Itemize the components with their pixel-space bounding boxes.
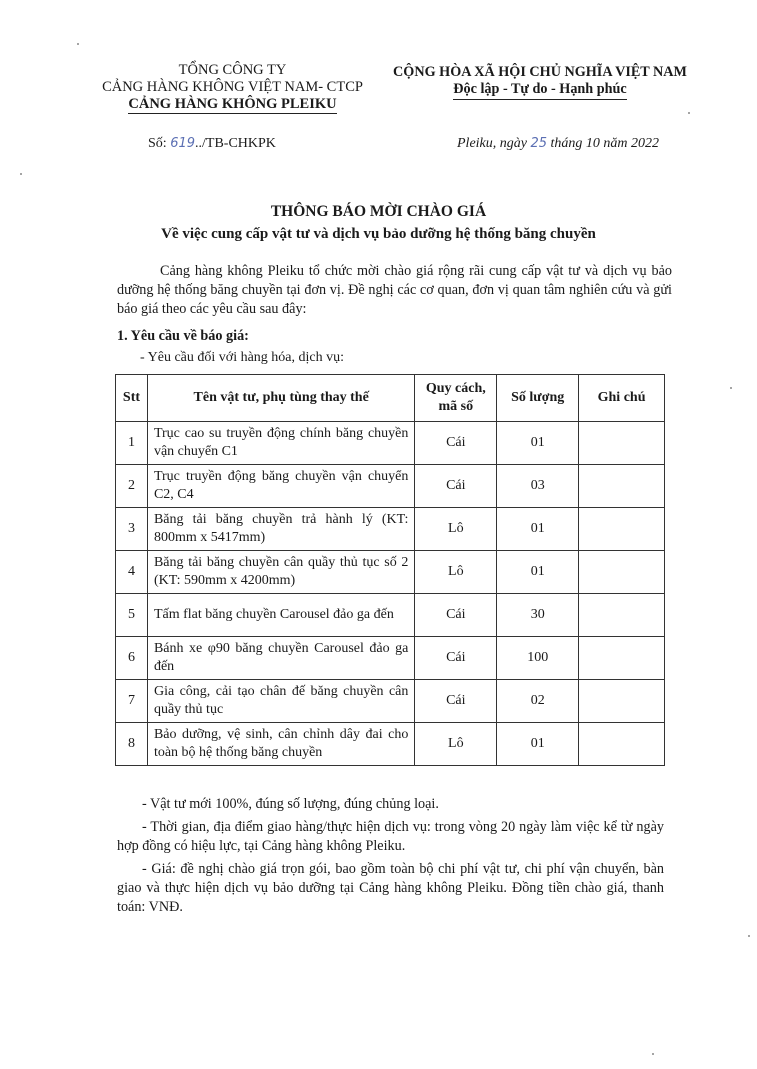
table-row	[116, 508, 665, 551]
cell-stt: 4	[116, 551, 148, 594]
cell-unit: Cái	[415, 637, 497, 680]
document-subtitle: Về việc cung cấp vật tư và dịch vụ bảo dưỡng hệ thống băng chuyền	[161, 226, 596, 242]
scan-speck	[748, 935, 750, 937]
items-table	[115, 374, 665, 766]
document-title: THÔNG BÁO MỜI CHÀO GIÁ	[270, 203, 487, 220]
cell-note	[579, 680, 665, 723]
cell-note	[579, 637, 665, 680]
issuer-name: CẢNG HÀNG KHÔNG PLEIKU	[128, 96, 337, 112]
document-number	[148, 136, 276, 152]
table-row	[116, 637, 665, 680]
header-name: Tên vật tư, phụ tùng thay thế	[147, 375, 414, 422]
national-motto: Độc lập - Tự do - Hạnh phúc	[453, 81, 626, 100]
cell-note	[579, 551, 665, 594]
cell-unit: Cái	[415, 465, 497, 508]
section-heading: 1. Yêu cầu về báo giá:	[117, 328, 249, 344]
cell-stt: 6	[116, 637, 148, 680]
doc-number-handwritten: 619	[170, 136, 196, 151]
cell-unit: Lô	[415, 551, 497, 594]
note-pricing: - Giá: đề nghị chào giá trọn gói, bao gồm toàn bộ chi phí vật tư, chi phí vận chuyển, bàn giao và thực hiện dịch vụ bảo dưỡng tại Cảng hàng không Pleiku. Đồng tiền chào giá, thanh toán: VNĐ.	[117, 861, 664, 915]
header-qty: Số lượng	[497, 375, 579, 422]
cell-qty: 01	[497, 551, 579, 594]
cell-unit: Cái	[415, 594, 497, 637]
cell-stt: 2	[116, 465, 148, 508]
cell-stt: 1	[116, 422, 148, 465]
cell-note	[579, 465, 665, 508]
cell-note	[579, 422, 665, 465]
cell-name: Băng tải băng chuyền cân quầy thủ tục số 2 (KT: 590mm x 4200mm)	[147, 551, 414, 594]
table-row	[116, 551, 665, 594]
note-new-materials: - Vật tư mới 100%, đúng số lượng, đúng chủng loại.	[142, 796, 439, 812]
scan-speck	[77, 43, 79, 45]
header-stt: Stt	[116, 375, 148, 422]
issuer-header	[80, 62, 385, 113]
cell-stt: 5	[116, 594, 148, 637]
header-spec: Quy cách, mã số	[415, 375, 497, 422]
cell-name: Gia công, cải tạo chân đế băng chuyền cân quầy thủ tục	[147, 680, 414, 723]
intro-paragraph: Cảng hàng không Pleiku tổ chức mời chào giá rộng rãi cung cấp vật tư và dịch vụ bảo dưỡng hệ thống băng chuyền tại đơn vị. Đề nghị các cơ quan, đơn vị quan tâm nghiên cứu và gửi báo giá theo các yêu cầu sau đây:	[117, 263, 672, 317]
requirement-label: - Yêu cầu đối với hàng hóa, dịch vụ:	[140, 350, 344, 365]
scan-speck	[20, 173, 22, 175]
cell-stt: 3	[116, 508, 148, 551]
date-day: 25	[530, 136, 548, 151]
table-row	[116, 465, 665, 508]
cell-qty: 01	[497, 508, 579, 551]
cell-qty: 100	[497, 637, 579, 680]
cell-name: Băng tải băng chuyền trả hành lý (KT: 800mm x 5417mm)	[147, 508, 414, 551]
date-line	[457, 136, 659, 152]
scan-speck	[688, 112, 690, 114]
cell-unit: Lô	[415, 723, 497, 766]
doc-number-suffix: ../TB-CHKPK	[195, 136, 276, 151]
header-note: Ghi chú	[579, 375, 665, 422]
table-row	[116, 680, 665, 723]
table-header-row	[116, 375, 665, 422]
cell-qty: 01	[497, 723, 579, 766]
issuer-parent-line2: CẢNG HÀNG KHÔNG VIỆT NAM- CTCP	[102, 79, 363, 95]
cell-unit: Cái	[415, 422, 497, 465]
national-header	[385, 64, 695, 98]
cell-note	[579, 594, 665, 637]
cell-qty: 03	[497, 465, 579, 508]
cell-stt: 7	[116, 680, 148, 723]
cell-note	[579, 508, 665, 551]
table-row	[116, 422, 665, 465]
cell-name: Tấm flat băng chuyền Carousel đảo ga đến	[147, 594, 414, 637]
table-row	[116, 723, 665, 766]
cell-name: Bánh xe φ90 băng chuyền Carousel đảo ga đến	[147, 637, 414, 680]
scan-speck	[652, 1053, 654, 1055]
cell-unit: Lô	[415, 508, 497, 551]
cell-qty: 30	[497, 594, 579, 637]
date-prefix: Pleiku, ngày	[457, 136, 527, 151]
cell-stt: 8	[116, 723, 148, 766]
scan-speck	[730, 387, 732, 389]
cell-unit: Cái	[415, 680, 497, 723]
date-suffix: tháng 10 năm 2022	[550, 136, 660, 151]
table-row	[116, 594, 665, 637]
cell-name: Trục truyền động băng chuyền vận chuyển C2, C4	[147, 465, 414, 508]
cell-name: Bảo dưỡng, vệ sinh, cân chỉnh dây đai cho toàn bộ hệ thống băng chuyền	[147, 723, 414, 766]
note-delivery-time: - Thời gian, địa điểm giao hàng/thực hiện dịch vụ: trong vòng 20 ngày làm việc kể từ ngày hợp đồng có hiệu lực, tại Cảng hàng không Pleiku.	[117, 819, 664, 854]
doc-number-prefix: Số:	[148, 136, 167, 151]
cell-name: Trục cao su truyền động chính băng chuyền vận chuyển C1	[147, 422, 414, 465]
cell-qty: 01	[497, 422, 579, 465]
issuer-parent-line1: TỔNG CÔNG TY	[178, 62, 287, 78]
cell-note	[579, 723, 665, 766]
national-title: CỘNG HÒA XÃ HỘI CHỦ NGHĨA VIỆT NAM	[393, 64, 687, 80]
cell-qty: 02	[497, 680, 579, 723]
